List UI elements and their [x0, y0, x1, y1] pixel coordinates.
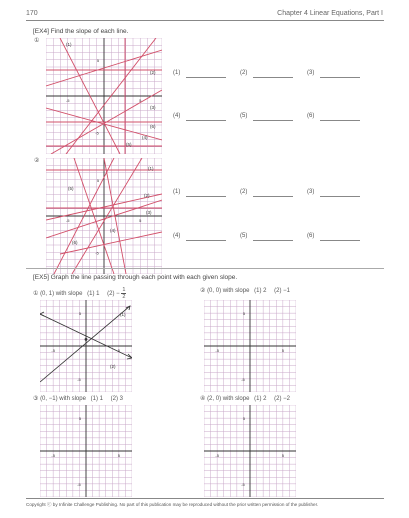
tick-label: -5	[65, 98, 70, 103]
tick-label: -5	[215, 348, 219, 353]
tick-label: -5	[77, 481, 81, 487]
problem-number: ①	[33, 291, 39, 298]
tick-label: -5	[65, 218, 70, 223]
line-label: (1)	[148, 166, 154, 171]
line-label: (1)	[66, 42, 72, 47]
answer-blank[interactable]	[320, 240, 360, 241]
slope-2: (2) −2	[274, 396, 290, 402]
tick-label: -5	[51, 453, 55, 458]
answer-label: (3)	[307, 189, 315, 195]
ex5-problem3-prompt	[33, 395, 123, 402]
line-label: (2)	[110, 364, 116, 369]
tick-label: 5	[281, 453, 284, 458]
solution-line	[40, 306, 130, 382]
problem-number: ③	[33, 396, 39, 402]
line-label: (2)	[144, 193, 150, 198]
slope-2: (2) −	[107, 291, 120, 298]
slope-2-fraction	[121, 287, 126, 300]
tick-label: -5	[77, 376, 81, 382]
ex4-title: [EX4] Find the slope of each line.	[33, 28, 129, 35]
with-slope-text: with slope	[222, 288, 250, 294]
answer-blank[interactable]	[320, 196, 360, 197]
footer-rule	[26, 498, 384, 499]
answer-blank[interactable]	[186, 120, 226, 121]
answer-blank[interactable]	[253, 77, 293, 78]
tick-label: -5	[95, 130, 99, 136]
tick-label: 5	[78, 416, 82, 422]
tick-label: 5	[78, 311, 82, 317]
tick-label: 5	[139, 98, 142, 103]
chapter-title: Chapter 4 Linear Equations, Part I	[277, 10, 383, 17]
fraction-denominator: 2	[122, 294, 126, 300]
answer-blank[interactable]	[253, 196, 293, 197]
ex5-problem1-prompt	[33, 287, 126, 300]
section-rule	[26, 268, 384, 269]
tick-label: -5	[51, 348, 55, 353]
tick-label: 5	[96, 177, 100, 183]
answer-label: (6)	[307, 113, 315, 119]
answer-blank[interactable]	[253, 240, 293, 241]
point: (0, 0)	[207, 288, 222, 294]
line-label: (4)	[110, 228, 116, 233]
line-label: (1)	[120, 312, 126, 317]
tick-label: 5	[242, 416, 246, 422]
point: (0, 1)	[40, 291, 55, 298]
slope-1: (1) 2	[254, 396, 267, 402]
answer-blank[interactable]	[186, 77, 226, 78]
header-rule	[26, 20, 384, 21]
tick-label: -5	[95, 250, 99, 256]
ex5-graph-2	[204, 300, 296, 392]
ex5-problem4-prompt	[200, 395, 290, 402]
tick-label: -5	[215, 453, 219, 458]
ex4-problem2-number: ②	[34, 158, 40, 164]
ex5-graph-4	[204, 405, 296, 497]
answer-label: (6)	[307, 233, 315, 239]
tick-label: 5	[281, 348, 284, 353]
ex4-problem1-number: ①	[34, 38, 40, 44]
ex4-graph-2	[46, 158, 162, 274]
tick-label: 5	[139, 218, 142, 223]
tick-label: -5	[241, 376, 245, 382]
slope-1: (1) 2	[254, 288, 267, 294]
line-label: (6)	[72, 240, 78, 245]
ex5-graph-1	[40, 300, 132, 392]
answer-blank[interactable]	[186, 196, 226, 197]
with-slope-text: with slope	[59, 396, 86, 402]
problem-number: ②	[200, 288, 206, 294]
answer-label: (4)	[173, 233, 181, 239]
slope-1: (1) 1	[90, 396, 103, 402]
answer-label: (2)	[240, 70, 248, 76]
arrow-head	[40, 312, 44, 316]
answer-label: (5)	[240, 113, 248, 119]
answer-label: (4)	[173, 113, 181, 119]
answer-label: (5)	[240, 233, 248, 239]
answer-blank[interactable]	[320, 120, 360, 121]
tick-label: 5	[117, 348, 120, 353]
answer-label: (1)	[173, 70, 181, 76]
line-label: (5)	[68, 186, 74, 191]
line-label: (2)	[150, 70, 156, 75]
copyright-notice: Copyright ⓒ by Infinite Challenge Publishing. No part of this publication may be reproduced without the prior written permission of the publisher.	[26, 502, 319, 507]
point-marker	[85, 338, 88, 341]
tick-label: 5	[242, 311, 246, 317]
ex5-problem2-prompt	[200, 287, 290, 294]
tick-label: 5	[117, 453, 120, 458]
with-slope-text: with slope	[55, 291, 83, 298]
fraction-numerator: 1	[122, 287, 126, 293]
ex5-title: [EX5] Graph the line passing through each point with each given slope.	[33, 274, 238, 281]
slope-2: (2) −1	[274, 288, 290, 294]
answer-label: (2)	[240, 189, 248, 195]
problem-number: ④	[200, 396, 206, 402]
point: (2, 0)	[207, 396, 222, 402]
tick-label: -5	[241, 481, 245, 487]
ex4-graph-1	[46, 38, 162, 154]
line-label: (3)	[146, 210, 152, 215]
point: (0, −1)	[40, 396, 58, 402]
line-label: (5)	[126, 142, 132, 147]
line-label: (6)	[150, 124, 156, 129]
answer-blank[interactable]	[320, 77, 360, 78]
page-number: 170	[26, 10, 38, 17]
answer-blank[interactable]	[186, 240, 226, 241]
with-slope-text: with slope	[222, 396, 250, 402]
line-label: (3)	[150, 105, 156, 110]
slope-2: (2) 3	[110, 396, 123, 402]
line-label: (4)	[142, 135, 148, 140]
answer-label: (1)	[173, 189, 181, 195]
answer-blank[interactable]	[253, 120, 293, 121]
tick-label: 5	[96, 57, 100, 63]
ex5-graph-3	[40, 405, 132, 497]
answer-label: (3)	[307, 70, 315, 76]
slope-1: (1) 1	[87, 291, 100, 298]
